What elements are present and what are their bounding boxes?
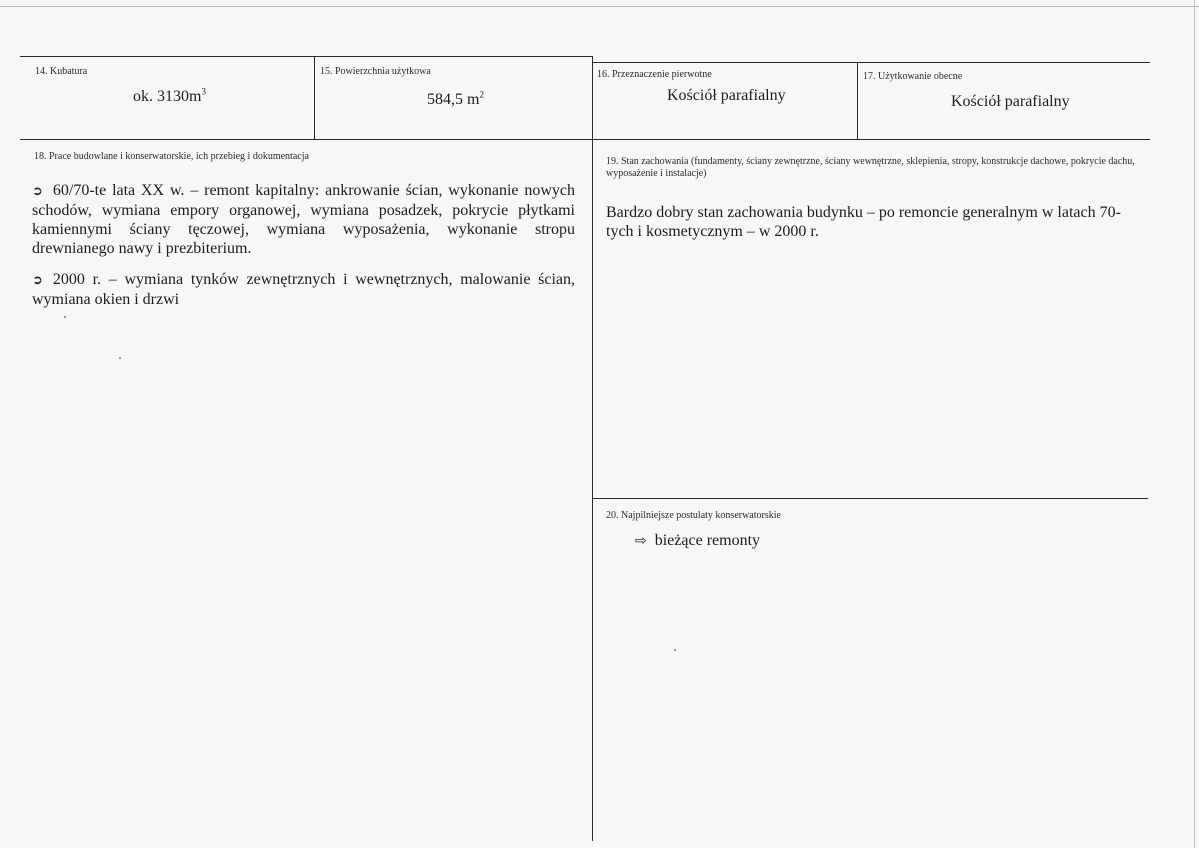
col-divider-main xyxy=(592,56,593,841)
postulaty-item-1-text: bieżące remonty xyxy=(654,532,761,549)
stan-text: Bardzo dobry stan zachowania budynku – po remoncie generalnym w latach 70-tych i kosmetycznym – w 2000 r. xyxy=(606,204,1121,240)
kubatura-value xyxy=(133,88,206,106)
hollow-arrow-bullet-icon: ⇨ xyxy=(635,533,647,549)
col-divider-15 xyxy=(314,56,315,139)
scan-speck xyxy=(64,316,66,318)
powierzchnia-exponent: 2 xyxy=(479,89,484,100)
prace-item-1 xyxy=(32,181,575,258)
scan-speck xyxy=(674,649,676,651)
prace-label: 18. Prace budowlane i konserwatorskie, ich przebieg i dokumentacja xyxy=(34,151,309,162)
row-divider-1 xyxy=(20,139,1150,140)
prace-item-2-text: 2000 r. – wymiana tynków zewnętrznych i wewnętrznych, malowanie ścian, wymiana okien i drzwi xyxy=(32,271,575,308)
scan-speck xyxy=(119,357,121,359)
powierzchnia-number: 584,5 m xyxy=(427,91,480,108)
curved-arrow-bullet-icon: ➲ xyxy=(32,273,43,288)
uzytkowanie-label: 17. Użytkowanie obecne xyxy=(863,71,963,82)
przeznaczenie-label: 16. Przeznaczenie pierwotne xyxy=(597,69,712,80)
postulaty-item-1 xyxy=(635,531,1035,551)
kubatura-number: ok. 3130m xyxy=(133,88,202,105)
uzytkowanie-value: Kościół parafialny xyxy=(951,93,1070,110)
col-divider-17 xyxy=(857,62,858,139)
curved-arrow-bullet-icon: ➲ xyxy=(32,184,43,199)
scan-edge-right xyxy=(1194,0,1195,848)
powierzchnia-label: 15. Powierzchnia użytkowa xyxy=(320,66,431,77)
prace-item-2 xyxy=(32,270,575,309)
table-top-border-right xyxy=(592,62,1150,63)
prace-item-1-text: 60/70-te lata XX w. – remont kapitalny: ankrowanie ścian, wykonanie nowych schodów, wymiana empory organowej, wymiana posadzek, pokrycie płytkami kamiennymi ściany tęczowej, wymiana wyposażenia, wykonanie stropu drewnianego nawy i prezbiterium. xyxy=(32,182,575,257)
scan-edge-top xyxy=(0,6,1199,7)
przeznaczenie-value: Kościół parafialny xyxy=(667,87,786,104)
stan-label: 19. Stan zachowania (fundamenty, ściany zewnętrzne, ściany wewnętrzne, sklepienia, stropy, konstrukcje dachowe, pokrycie dachu, wyposażenie i instalacje) xyxy=(606,156,1135,179)
kubatura-exponent: 3 xyxy=(201,86,206,97)
powierzchnia-value xyxy=(427,91,484,109)
kubatura-label: 14. Kubatura xyxy=(35,66,88,77)
row-divider-2 xyxy=(592,498,1148,499)
postulaty-label: 20. Najpilniejsze postulaty konserwatorskie xyxy=(606,510,781,521)
table-top-border xyxy=(20,56,592,57)
